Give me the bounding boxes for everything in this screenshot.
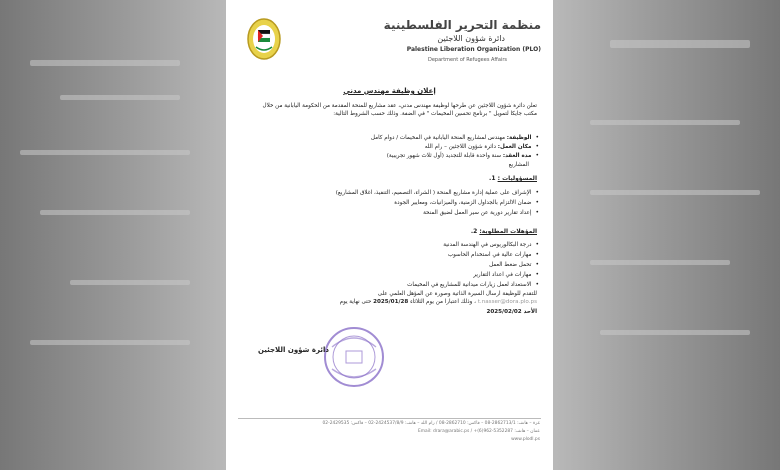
blurred-text bbox=[30, 340, 190, 345]
end-day: الأحد bbox=[521, 309, 537, 315]
plo-emblem-icon bbox=[246, 17, 282, 61]
blurred-text bbox=[60, 95, 180, 100]
footer-website: www.plodl.ps bbox=[511, 437, 540, 442]
qualifications-heading bbox=[471, 228, 537, 235]
blurred-text bbox=[30, 60, 180, 66]
footer-contact-line-2: عمان – هاتف: 5352287-962(6)+ / Email: drara@arabic.ps bbox=[417, 429, 540, 434]
list-item bbox=[254, 241, 539, 249]
org-name-english: Palestine Liberation Organization (PLO) bbox=[406, 46, 541, 53]
detail-value: دائرة شؤون اللاجئين – رام الله bbox=[424, 144, 498, 150]
list-item bbox=[254, 189, 539, 197]
detail-label: مدة العقد: bbox=[502, 153, 532, 159]
detail-value: سنة واحدة قابلة للتجديد (أول ثلاث شهور تجريبية) bbox=[386, 153, 503, 159]
official-stamp-icon bbox=[322, 325, 386, 389]
apply-line-2-text: ، وذلك اعتبارا من يوم الثلاثاء bbox=[408, 299, 478, 305]
list-item-text: ضمان الالتزام بالجداول الزمنية، والميزانيات، ومعايير الجودة bbox=[394, 200, 532, 206]
signature-department: دائرة شؤون اللاجئين bbox=[258, 346, 329, 354]
dept-name-arabic: دائرة شؤون اللاجئين bbox=[437, 34, 505, 43]
bullet-icon: • bbox=[535, 189, 539, 196]
bullet-icon: • bbox=[535, 209, 539, 216]
list-item bbox=[254, 271, 539, 279]
list-item bbox=[254, 199, 539, 207]
apply-line-2-end: حتى نهاية يوم bbox=[339, 299, 374, 305]
bullet-icon: • bbox=[535, 261, 539, 268]
list-item bbox=[254, 261, 539, 269]
detail-label: مكان العمل: bbox=[497, 144, 532, 150]
section-number: 2. bbox=[470, 228, 478, 235]
bullet-icon: • bbox=[535, 134, 539, 141]
list-item bbox=[254, 209, 539, 217]
list-item-text: تحمل ضغط العمل bbox=[489, 262, 532, 268]
list-item bbox=[254, 281, 539, 289]
apply-line-1: للتقدم للوظيفة ارسال السيرة الذاتية وصورة عن المؤهل العلمي على bbox=[377, 291, 537, 297]
bullet-icon: • bbox=[535, 251, 539, 258]
responsibilities-heading bbox=[489, 175, 537, 182]
list-item-text: إعداد تقارير دورية عن سير العمل لضيق المنحة bbox=[423, 210, 532, 216]
org-name-arabic: منظمة التحرير الفلسطينية bbox=[383, 18, 541, 32]
bullet-icon: • bbox=[535, 241, 539, 248]
qualifications-heading-text: المؤهلات المطلوبة: bbox=[479, 228, 537, 235]
list-item-text: الإشراف على عملية إدارة مشاريع المنحة ( الشراء، التصميم، التنفيذ، اغلاق المشاريع) bbox=[335, 190, 532, 196]
announcement-title bbox=[226, 87, 553, 95]
bullet-icon: • bbox=[535, 199, 539, 206]
detail-value: مهندس لمشاريع المنحة اليابانية في المخيمات / دوام كامل bbox=[370, 135, 507, 141]
detail-job bbox=[254, 134, 539, 142]
announcement-title-text: إعلان وظيفة مهندس مدني bbox=[343, 87, 436, 95]
responsibilities-heading-text: المسؤوليات : bbox=[497, 175, 537, 182]
background-left bbox=[0, 0, 228, 470]
detail-label: الوظيفة: bbox=[506, 135, 532, 141]
background-right bbox=[552, 0, 780, 470]
detail-extra: المشاريع bbox=[508, 162, 529, 168]
footer-contact-line-1: غزة – هاتف: 2862713/1-08 – فاكس: 2862710-08 / رام الله – هاتف: 2424537/8/9-02 – فاكس: 2429535-02 bbox=[322, 421, 540, 426]
dept-name-english: Department of Refugees Affairs bbox=[427, 57, 507, 63]
list-item-text: درجة البكالوريوس في الهندسة المدنية bbox=[443, 242, 532, 248]
blurred-text bbox=[610, 40, 750, 48]
apply-email-link[interactable]: t.nasser@dora.plo.ps bbox=[477, 299, 537, 305]
apply-line-2 bbox=[257, 298, 537, 306]
blurred-text bbox=[590, 190, 760, 195]
bullet-icon: • bbox=[535, 271, 539, 278]
blurred-text bbox=[70, 280, 190, 285]
detail-location bbox=[254, 143, 539, 151]
start-date: 2025/01/28 bbox=[373, 299, 409, 305]
blurred-text bbox=[40, 210, 190, 215]
blurred-text bbox=[590, 120, 740, 125]
blurred-text bbox=[20, 150, 190, 155]
detail-duration bbox=[254, 152, 539, 160]
intro-paragraph: تعلن دائرة شؤون اللاجئين عن طرحها لوظيفة مهندس مدني، عقد مشاريع للمنحة المقدمة من الحكومة اليابانية من خلال مكتب جايكا لتمويل " برنامج تحسين المخيمات " في الضفة. وذلك حسب الشروط التالية: bbox=[262, 103, 537, 117]
footer-divider bbox=[238, 418, 541, 419]
bullet-icon: • bbox=[535, 281, 539, 288]
end-date: 2025/02/02 bbox=[486, 309, 522, 315]
bullet-icon: • bbox=[535, 152, 539, 159]
blurred-text bbox=[600, 330, 750, 335]
apply-line-3 bbox=[257, 308, 537, 316]
list-item-text: الاستعداد لعمل زيارات ميدانية للمشاريع في المخيمات bbox=[407, 282, 532, 288]
section-number: 1. bbox=[489, 175, 496, 182]
document-page bbox=[226, 0, 553, 470]
list-item-text: مهارات عالية في استخدام الحاسوب bbox=[447, 252, 532, 258]
list-item bbox=[254, 251, 539, 259]
list-item-text: مهارات في اعداد التقارير bbox=[473, 272, 532, 278]
bullet-icon: • bbox=[535, 143, 539, 150]
blurred-text bbox=[590, 260, 730, 265]
